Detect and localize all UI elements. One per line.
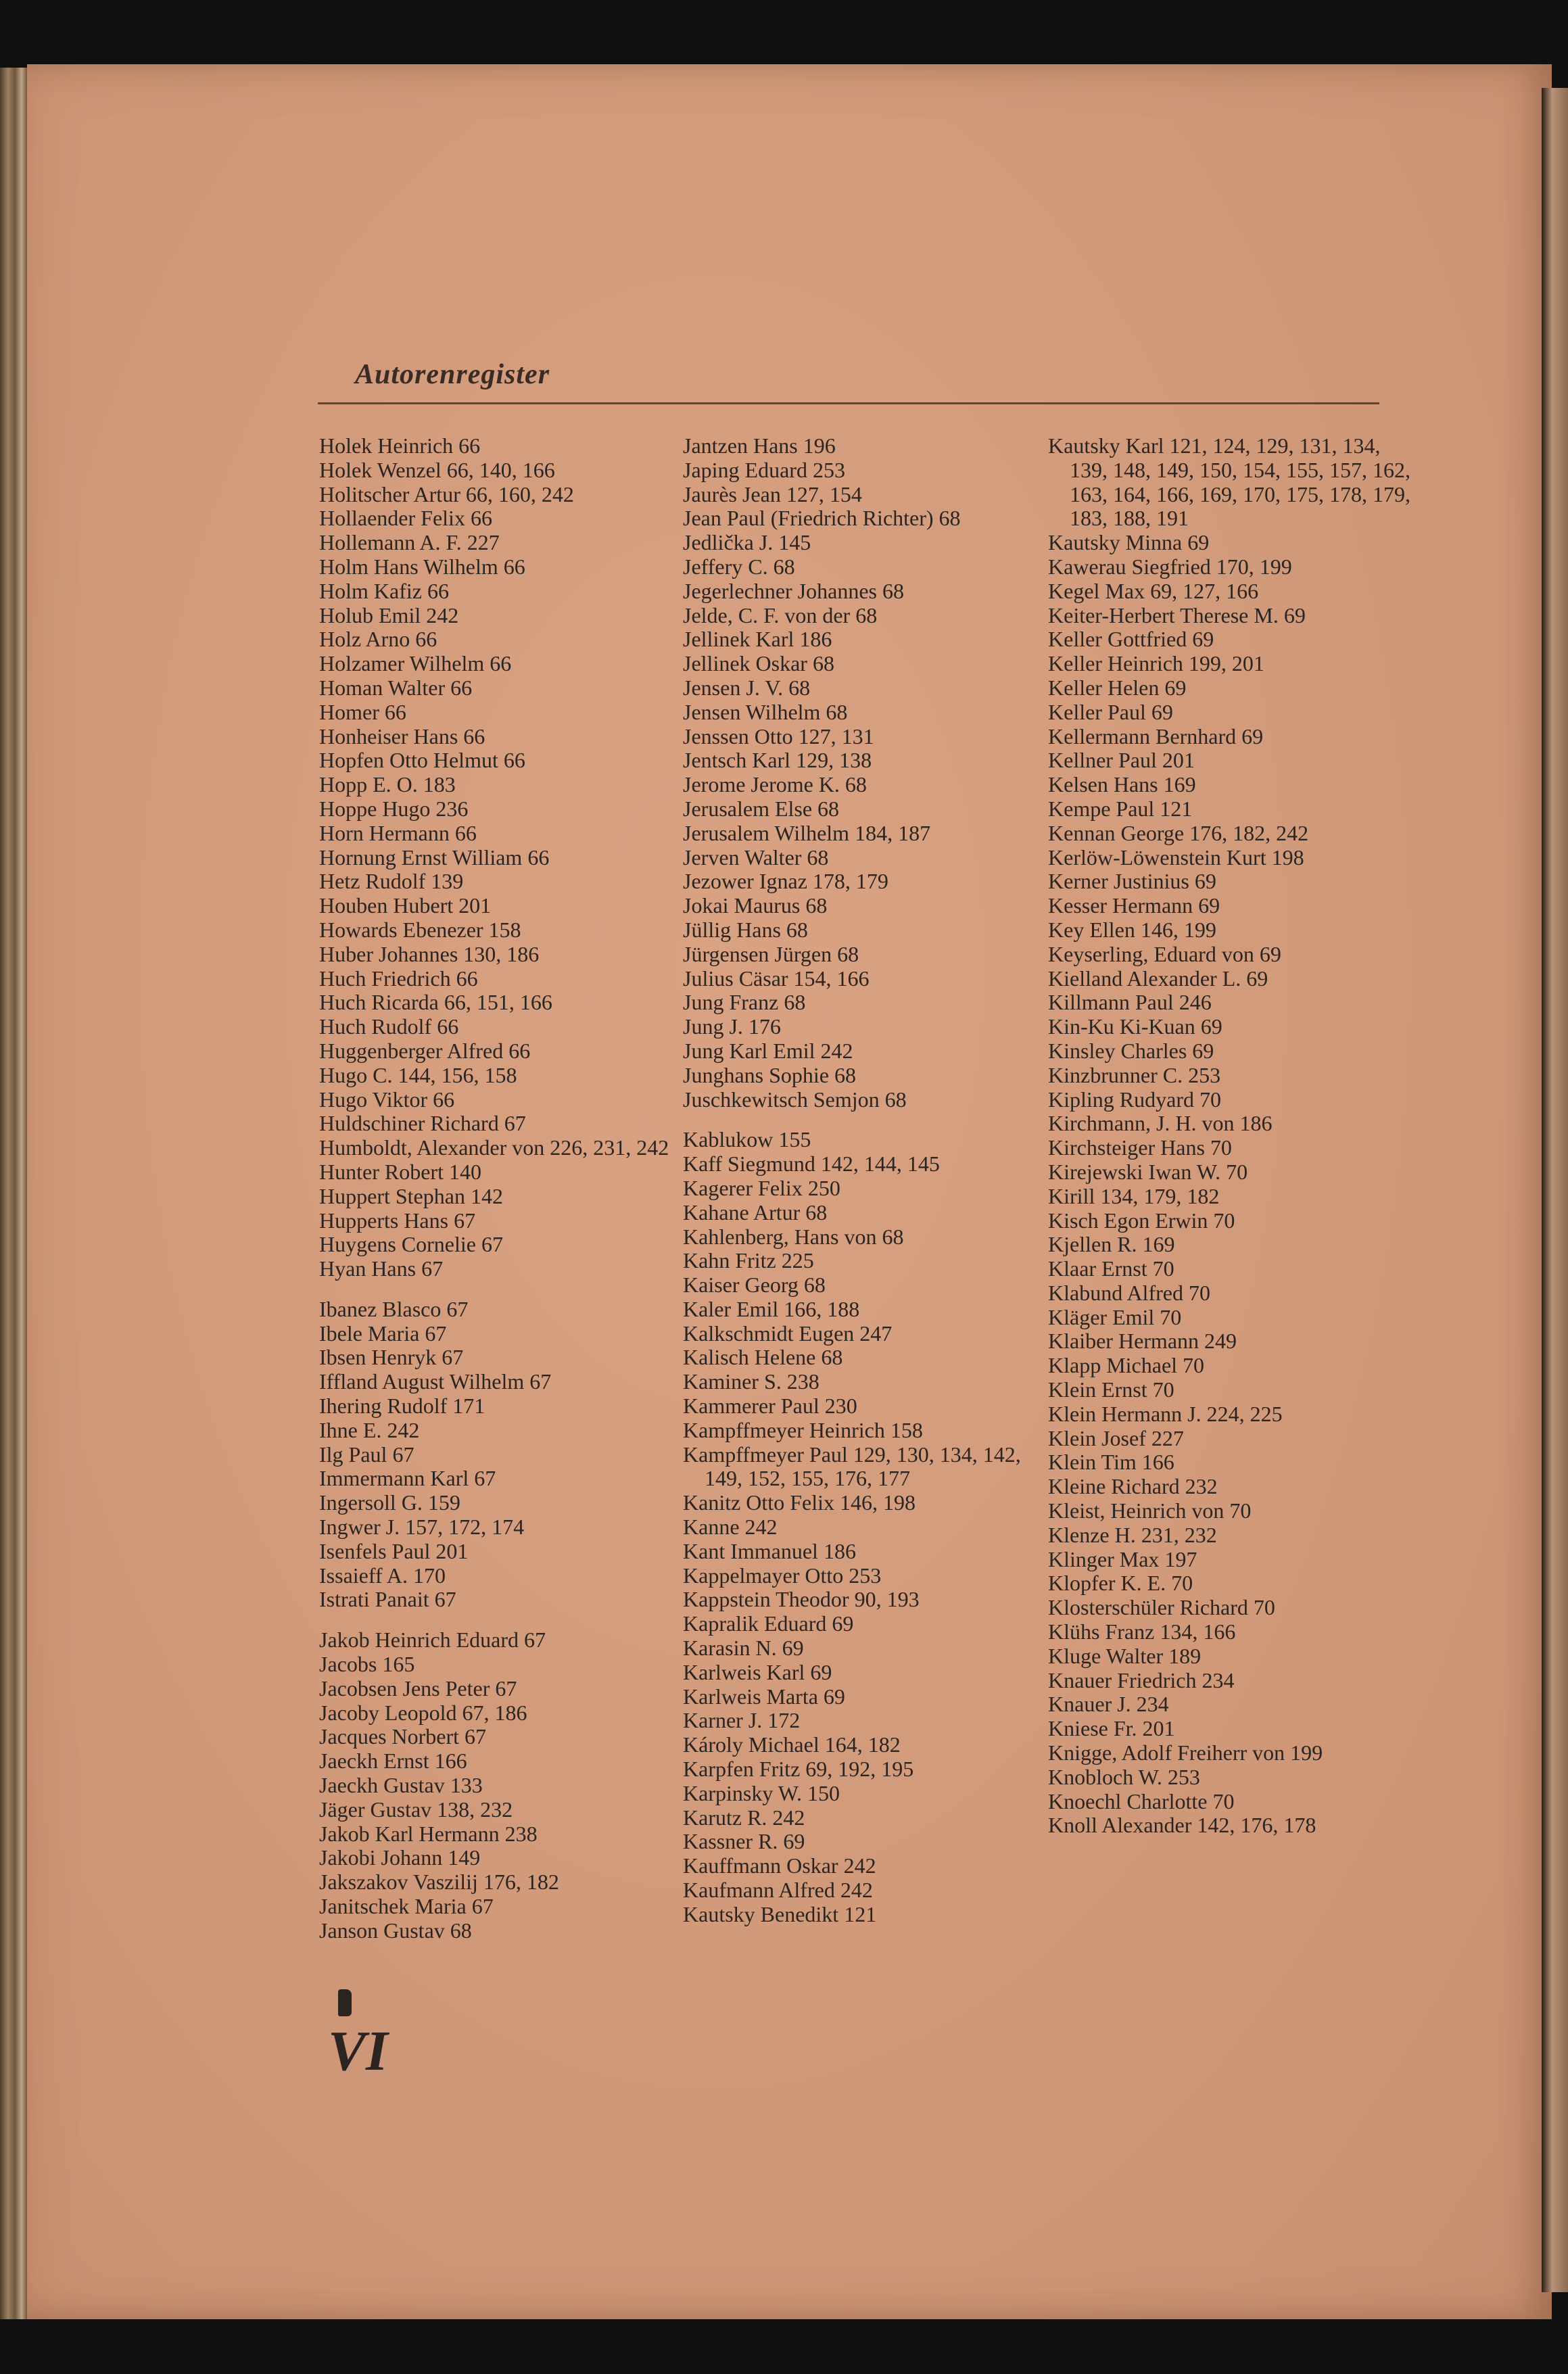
index-column-3 [1048,434,1413,1838]
index-entry: Hopfen Otto Helmut 66 [319,748,525,773]
index-entry: Kerner Justinius 69 [1048,869,1216,894]
index-entry: Homan Walter 66 [319,675,473,700]
index-entry: Kisch Egon Erwin 70 [1048,1208,1235,1233]
index-entry: Keiter-Herbert Therese M. 69 [1048,602,1306,627]
index-entry: Hollaender Felix 66 [319,506,492,531]
index-entry: Holek Wenzel 66, 140, 166 [319,457,555,482]
index-entry: Julius Cäsar 154, 166 [683,966,870,991]
index-entry: Huch Rudolf 66 [319,1014,459,1039]
index-entry: Hoppe Hugo 236 [319,796,469,821]
index-entry: Kassner R. 69 [683,1829,805,1854]
index-entry: Kirchmann, J. H. von 186 [1048,1111,1273,1136]
index-entry: Klühs Franz 134, 166 [1048,1619,1236,1644]
ink-mark [338,1989,352,2016]
index-entry: Kluge Walter 189 [1048,1643,1202,1668]
index-entry: Kablukow 155 [683,1127,811,1152]
index-entry: Keller Helen 69 [1048,675,1187,700]
index-entry: Keller Heinrich 199, 201 [1048,651,1264,676]
index-entry: Ibanez Blasco 67 [319,1296,469,1321]
section-gap [319,1612,684,1628]
index-entry: Kellner Paul 201 [1048,748,1195,773]
index-entry: Knobloch W. 253 [1048,1764,1200,1789]
index-entry: Jung J. 176 [683,1014,781,1039]
index-entry: Kant Immanuel 186 [683,1538,856,1563]
index-entry: Ingersoll G. 159 [319,1490,460,1515]
index-entry: Kagerer Felix 250 [683,1175,840,1200]
index-entry: Jenssen Otto 127, 131 [683,723,874,749]
index-entry: Jerusalem Else 68 [683,796,840,821]
index-entry: Jürgensen Jürgen 68 [683,941,859,966]
index-entry: Karpinsky W. 150 [683,1780,840,1805]
index-entry: Hopp E. O. 183 [319,772,456,797]
index-entry: Ilg Paul 67 [319,1442,414,1467]
index-entry: Hupperts Hans 67 [319,1208,476,1233]
index-entry: Honheiser Hans 66 [319,723,485,749]
index-entry: Jerven Walter 68 [683,845,829,870]
index-entry: Juschkewitsch Semjon 68 [683,1087,907,1112]
index-entry: Kanitz Otto Felix 146, 198 [683,1490,916,1515]
index-entry: Janson Gustav 68 [319,1918,472,1943]
index-entry: Hugo C. 144, 156, 158 [319,1062,517,1087]
index-entry: Jerome Jerome K. 68 [683,772,867,797]
index-entry: Jedlička J. 145 [683,530,811,555]
index-entry: Kapralik Eduard 69 [683,1611,854,1636]
index-entry: Kappelmayer Otto 253 [683,1563,882,1588]
index-entry: Kautsky Benedikt 121 [683,1901,877,1926]
index-entry: Huber Johannes 130, 186 [319,941,540,966]
index-entry: Ihne E. 242 [319,1417,420,1442]
index-entry: Iffland August Wilhelm 67 [319,1369,552,1394]
index-entry: Holzamer Wilhelm 66 [319,651,512,676]
index-entry: Jellinek Karl 186 [683,627,832,652]
index-entry: Homer 66 [319,699,406,724]
index-entry: Klein Tim 166 [1048,1450,1174,1475]
index-entry: Huygens Cornelie 67 [319,1232,503,1257]
index-entry: Janitschek Maria 67 [319,1894,494,1919]
index-entry: Karner J. 172 [683,1708,801,1733]
index-entry: Knoechl Charlotte 70 [1048,1788,1235,1813]
index-entry: Klosterschüler Richard 70 [1048,1595,1275,1620]
index-entry: Kniese Fr. 201 [1048,1716,1175,1741]
index-entry: Key Ellen 146, 199 [1048,917,1216,942]
index-entry: Kempe Paul 121 [1048,796,1193,821]
index-entry: Klein Josef 227 [1048,1425,1184,1450]
index-entry: Keller Paul 69 [1048,699,1173,724]
index-entry: Kirejewski Iwan W. 70 [1048,1159,1248,1184]
index-entry: Jäger Gustav 138, 232 [319,1797,513,1822]
section-gap [683,1112,1048,1128]
index-entry: Houben Hubert 201 [319,893,492,918]
index-entry: Knoll Alexander 142, 176, 178 [1048,1813,1316,1838]
index-entry: Kirill 134, 179, 182 [1048,1183,1220,1208]
index-entry: Holek Heinrich 66 [319,433,481,458]
index-entry: Ingwer J. 157, 172, 174 [319,1515,525,1540]
index-entry: Karutz R. 242 [683,1805,805,1830]
index-entry: Jacques Norbert 67 [319,1724,487,1749]
page-number: VI [328,2020,388,2083]
index-entry: Karasin N. 69 [683,1636,804,1661]
index-entry: Jezower Ignaz 178, 179 [683,869,888,894]
index-entry: Immermann Karl 67 [319,1466,496,1491]
index-entry: Jakob Karl Hermann 238 [319,1821,538,1846]
index-entry: Holz Arno 66 [319,627,437,652]
index-entry: Jacobs 165 [319,1652,415,1677]
index-entry: Jakobi Johann 149 [319,1845,481,1870]
index-entry: Jegerlechner Johannes 68 [683,578,904,603]
index-entry: Klabund Alfred 70 [1048,1280,1210,1305]
index-entry: Kaff Siegmund 142, 144, 145 [683,1152,940,1177]
index-entry: Jantzen Hans 196 [683,433,836,458]
index-column-1 [319,434,684,1943]
index-entry: Klaar Ernst 70 [1048,1256,1174,1281]
index-entry: Kerlöw-Löwenstein Kurt 198 [1048,845,1304,870]
index-entry: Huppert Stephan 142 [319,1183,503,1208]
index-entry: Jellinek Oskar 68 [683,651,834,676]
index-entry: Hollemann A. F. 227 [319,530,500,555]
index-entry: Kahane Artur 68 [683,1200,828,1225]
index-entry: Kaminer S. 238 [683,1369,819,1394]
index-entry: Jerusalem Wilhelm 184, 187 [683,820,931,845]
index-entry: Kläger Emil 70 [1048,1304,1182,1329]
index-entry: Jacobsen Jens Peter 67 [319,1676,517,1701]
index-entry: Klapp Michael 70 [1048,1353,1205,1378]
index-entry: Isenfels Paul 201 [319,1538,469,1563]
index-entry: Jelde, C. F. von der 68 [683,602,878,627]
index-entry: Kahn Fritz 225 [683,1248,814,1273]
index-entry: Kampffmeyer Heinrich 158 [683,1417,923,1442]
index-entry: Ibsen Henryk 67 [319,1345,464,1370]
index-entry: Karlweis Marta 69 [683,1684,845,1709]
index-entry: Jüllig Hans 68 [683,917,808,942]
index-entry: Junghans Sophie 68 [683,1062,856,1087]
index-entry: Kielland Alexander L. 69 [1048,966,1268,991]
index-entry: Japing Eduard 253 [683,457,845,482]
index-entry: Kjellen R. 169 [1048,1232,1175,1257]
facing-page-edge [1542,88,1568,2292]
index-entry: Klopfer K. E. 70 [1048,1571,1193,1596]
page-edge [0,68,27,2319]
index-entry: Huch Ricarda 66, 151, 166 [319,990,552,1015]
index-entry: Jakob Heinrich Eduard 67 [319,1628,546,1653]
index-entry: Jacoby Leopold 67, 186 [319,1700,527,1725]
index-entry: Kahlenberg, Hans von 68 [683,1224,904,1249]
index-entry: Kin-Ku Ki-Kuan 69 [1048,1014,1222,1039]
index-entry: Kleine Richard 232 [1048,1474,1218,1499]
index-entry: Kinzbrunner C. 253 [1048,1062,1221,1087]
index-entry: Kellermann Bernhard 69 [1048,723,1264,749]
index-entry: Klinger Max 197 [1048,1546,1197,1571]
index-entry: Kalkschmidt Eugen 247 [683,1321,893,1346]
index-entry: Jokai Maurus 68 [683,893,828,918]
index-entry: Hetz Rudolf 139 [319,869,464,894]
index-entry: Klein Ernst 70 [1048,1377,1174,1402]
index-entry: Humboldt, Alexander von 226, 231, 242 [319,1135,669,1160]
index-entry: Hornung Ernst William 66 [319,845,550,870]
index-entry: Kautsky Minna 69 [1048,530,1210,555]
index-entry: Karlweis Karl 69 [683,1659,832,1684]
index-entry: Kampffmeyer Paul 129, 130, 134, 142, 149, 152, 155, 176, 177 [683,1442,1021,1491]
index-entry: Karpfen Fritz 69, 192, 195 [683,1757,914,1782]
index-entry: Klaiber Hermann 249 [1048,1329,1237,1354]
index-entry: Knigge, Adolf Freiherr von 199 [1048,1740,1323,1765]
index-entry: Jentsch Karl 129, 138 [683,748,872,773]
index-entry: Jung Karl Emil 242 [683,1038,853,1063]
index-entry: Kauffmann Oskar 242 [683,1853,876,1878]
index-entry: Kinsley Charles 69 [1048,1038,1214,1063]
index-entry: Ibele Maria 67 [319,1321,447,1346]
index-entry: Howards Ebenezer 158 [319,917,521,942]
index-entry: Kennan George 176, 182, 242 [1048,820,1309,845]
index-column-2 [683,434,1048,1927]
index-entry: Hugo Viktor 66 [319,1087,455,1112]
index-entry: Kaiser Georg 68 [683,1273,826,1298]
index-entry: Kesser Hermann 69 [1048,893,1220,918]
index-entry: Kirchsteiger Hans 70 [1048,1135,1232,1160]
index-entry: Kegel Max 69, 127, 166 [1048,578,1259,603]
index-entry: Jensen J. V. 68 [683,675,811,700]
index-entry: Kaufmann Alfred 242 [683,1878,873,1903]
index-entry: Keyserling, Eduard von 69 [1048,941,1281,966]
index-entry: Killmann Paul 246 [1048,990,1212,1015]
index-entry: Holitscher Artur 66, 160, 242 [319,481,574,506]
index-entry: Kautsky Karl 121, 124, 129, 131, 134, 139, 148, 149, 150, 154, 155, 157, 162, 163, 164, 166, 169, 170, 175, 178, 179, 183, 188, 191 [1048,433,1410,531]
index-entry: Huldschiner Richard 67 [319,1111,526,1136]
index-entry: Kalisch Helene 68 [683,1345,843,1370]
index-entry: Keller Gottfried 69 [1048,627,1214,652]
index-entry: Knauer J. 234 [1048,1692,1169,1717]
header-rule [318,402,1379,404]
index-entry: Jung Franz 68 [683,990,806,1015]
index-entry: Jensen Wilhelm 68 [683,699,848,724]
index-entry: Kawerau Siegfried 170, 199 [1048,554,1292,579]
index-entry: Klenze H. 231, 232 [1048,1522,1217,1547]
index-entry: Jaeckh Gustav 133 [319,1773,483,1798]
index-entry: Issaieff A. 170 [319,1563,446,1588]
index-entry: Holm Kafiz 66 [319,578,449,603]
index-entry: Kammerer Paul 230 [683,1394,857,1419]
index-entry: Kanne 242 [683,1515,778,1540]
index-entry: Horn Hermann 66 [319,820,477,845]
index-entry: Jeffery C. 68 [683,554,795,579]
index-entry: Ihering Rudolf 171 [319,1394,485,1419]
index-entry: Huch Friedrich 66 [319,966,478,991]
index-entry: Holub Emil 242 [319,602,459,627]
index-entry: Kaler Emil 166, 188 [683,1296,860,1321]
index-entry: Károly Michael 164, 182 [683,1732,901,1757]
index-entry: Jean Paul (Friedrich Richter) 68 [683,506,961,531]
index-entry: Hunter Robert 140 [319,1159,481,1184]
index-entry: Jaeckh Ernst 166 [319,1749,467,1774]
index-entry: Klein Hermann J. 224, 225 [1048,1401,1283,1426]
page-header: Autorenregister [355,359,550,390]
index-entry: Kipling Rudyard 70 [1048,1087,1221,1112]
index-entry: Istrati Panait 67 [319,1587,456,1612]
index-entry: Kleist, Heinrich von 70 [1048,1498,1252,1523]
index-entry: Kelsen Hans 169 [1048,772,1196,797]
index-entry: Jaurès Jean 127, 154 [683,481,862,506]
index-entry: Kappstein Theodor 90, 193 [683,1587,920,1612]
index-entry: Hyan Hans 67 [319,1256,444,1281]
index-entry: Huggenberger Alfred 66 [319,1038,531,1063]
index-entry: Holm Hans Wilhelm 66 [319,554,525,579]
index-entry: Knauer Friedrich 234 [1048,1667,1235,1692]
section-gap [319,1281,684,1298]
index-entry: Jakszakov Vaszilij 176, 182 [319,1870,559,1895]
